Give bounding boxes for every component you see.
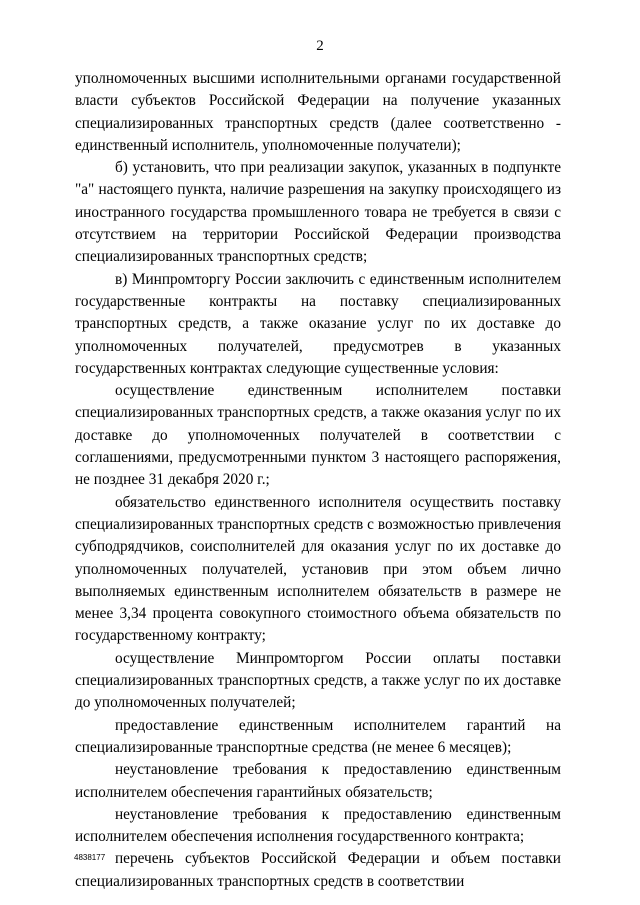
paragraph-condition-regions-list: перечень субъектов Российской Федерации и объем поставки специализированных транспортных средств в соответствии bbox=[75, 850, 561, 890]
paragraph-continuation: уполномоченных высшими исполнительными органами государственной власти субъектов Российской Федерации на получение указанных специализированных транспортных средств (далее соответственно - единственный исполнитель, уполномоченные получатели); bbox=[75, 70, 561, 154]
document-body bbox=[75, 68, 561, 893]
paragraph-condition-no-warranty-security: неустановление требования к предоставлению единственным исполнителем обеспечения гарантийных обязательств; bbox=[75, 761, 561, 801]
paragraph-condition-subcontractors: обязательство единственного исполнителя осуществить поставку специализированных транспортных средств с возможностью привлечения субподрядчиков, соисполнителей для оказания услуг по их доставке до уполномоченных получателей, установив при этом объем лично выполняемых единственным исполнителем обязательств в размере не менее 3,34 процента совокупного стоимостного объема обязательств по государственному контракту; bbox=[75, 493, 561, 645]
page-number: 2 bbox=[316, 38, 324, 54]
paragraph-condition-warranty: предоставление единственным исполнителем гарантий на специализированные транспортные средства (не менее 6 месяцев); bbox=[75, 716, 561, 756]
document-id: 4838177 bbox=[74, 853, 106, 862]
paragraph-condition-payment: осуществление Минпромторгом России оплаты поставки специализированных транспортных средств, а также услуг по их доставке до уполномоченных получателей; bbox=[75, 649, 561, 712]
paragraph-condition-delivery-deadline: осуществление единственным исполнителем поставки специализированных транспортных средств, а также оказания услуг по их доставке до уполномоченных получателей в соответствии с соглашениями, предусмотренными пунктом 3 настоящего распоряжения, не позднее 31 декабря 2020 г.; bbox=[75, 382, 561, 489]
paragraph-clause-v: в) Минпромторгу России заключить с единственным исполнителем государственные контракты на поставку специализированных транспортных средств, а также оказание услуг по их доставке до уполномоченных получателей, предусмотрев в указанных государственных контрактах следующие существенные условия: bbox=[75, 270, 561, 377]
paragraph-clause-b: б) установить, что при реализации закупок, указанных в подпункте "а" настоящего пункта, наличие разрешения на закупку происходящего из иностранного государства промышленного товара не требуется в связи с отсутствием на территории Российской Федерации производства специализированных транспортных средств; bbox=[75, 159, 561, 266]
paragraph-condition-no-contract-security: неустановление требования к предоставлению единственным исполнителем обеспечения исполнения государственного контракта; bbox=[75, 805, 561, 846]
